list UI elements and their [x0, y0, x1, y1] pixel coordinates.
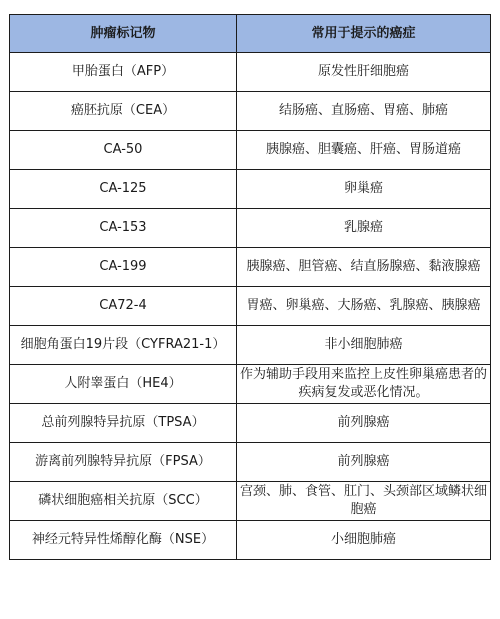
marker-cell: 磷状细胞癌相关抗原（SCC） [10, 482, 237, 521]
marker-cell: 神经元特异性烯醇化酶（NSE） [10, 521, 237, 560]
cancer-cell: 非小细胞肺癌 [237, 326, 491, 365]
marker-cell: 人附睾蛋白（HE4） [10, 365, 237, 404]
cancer-cell: 宫颈、肺、食管、肛门、头颈部区域鳞状细胞癌 [237, 482, 491, 521]
cancer-cell: 结肠癌、直肠癌、胃癌、肺癌 [237, 92, 491, 131]
marker-cell: CA-50 [10, 131, 237, 170]
cancer-cell: 乳腺癌 [237, 209, 491, 248]
header-marker: 肿瘤标记物 [10, 15, 237, 53]
cancer-cell: 胰腺癌、胆囊癌、肝癌、胃肠道癌 [237, 131, 491, 170]
marker-cell: CA72-4 [10, 287, 237, 326]
table-row [10, 209, 491, 248]
cancer-cell: 作为辅助手段用来监控上皮性卵巢癌患者的疾病复发或恶化情况。 [237, 365, 491, 404]
cancer-cell: 前列腺癌 [237, 443, 491, 482]
marker-cell: 癌胚抗原（CEA） [10, 92, 237, 131]
cancer-cell: 前列腺癌 [237, 404, 491, 443]
marker-cell: 总前列腺特异抗原（TPSA） [10, 404, 237, 443]
table-row [10, 53, 491, 92]
cancer-cell: 小细胞肺癌 [237, 521, 491, 560]
marker-cell: CA-153 [10, 209, 237, 248]
table-header-row [10, 15, 491, 53]
table-row [10, 170, 491, 209]
table-row [10, 404, 491, 443]
marker-cell: CA-125 [10, 170, 237, 209]
marker-cell: 游离前列腺特异抗原（FPSA） [10, 443, 237, 482]
tumor-marker-table [9, 14, 491, 560]
table-row [10, 131, 491, 170]
marker-cell: 细胞角蛋白19片段（CYFRA21-1） [10, 326, 237, 365]
table-row [10, 521, 491, 560]
table-row [10, 248, 491, 287]
table-row [10, 443, 491, 482]
cancer-cell: 原发性肝细胞癌 [237, 53, 491, 92]
table-row [10, 365, 491, 404]
marker-cell: 甲胎蛋白（AFP） [10, 53, 237, 92]
table-row [10, 92, 491, 131]
cancer-cell: 胰腺癌、胆管癌、结直肠腺癌、黏液腺癌 [237, 248, 491, 287]
marker-cell: CA-199 [10, 248, 237, 287]
table-row [10, 482, 491, 521]
cancer-cell: 胃癌、卵巢癌、大肠癌、乳腺癌、胰腺癌 [237, 287, 491, 326]
table-row [10, 326, 491, 365]
header-cancer: 常用于提示的癌症 [237, 15, 491, 53]
table-row [10, 287, 491, 326]
cancer-cell: 卵巢癌 [237, 170, 491, 209]
